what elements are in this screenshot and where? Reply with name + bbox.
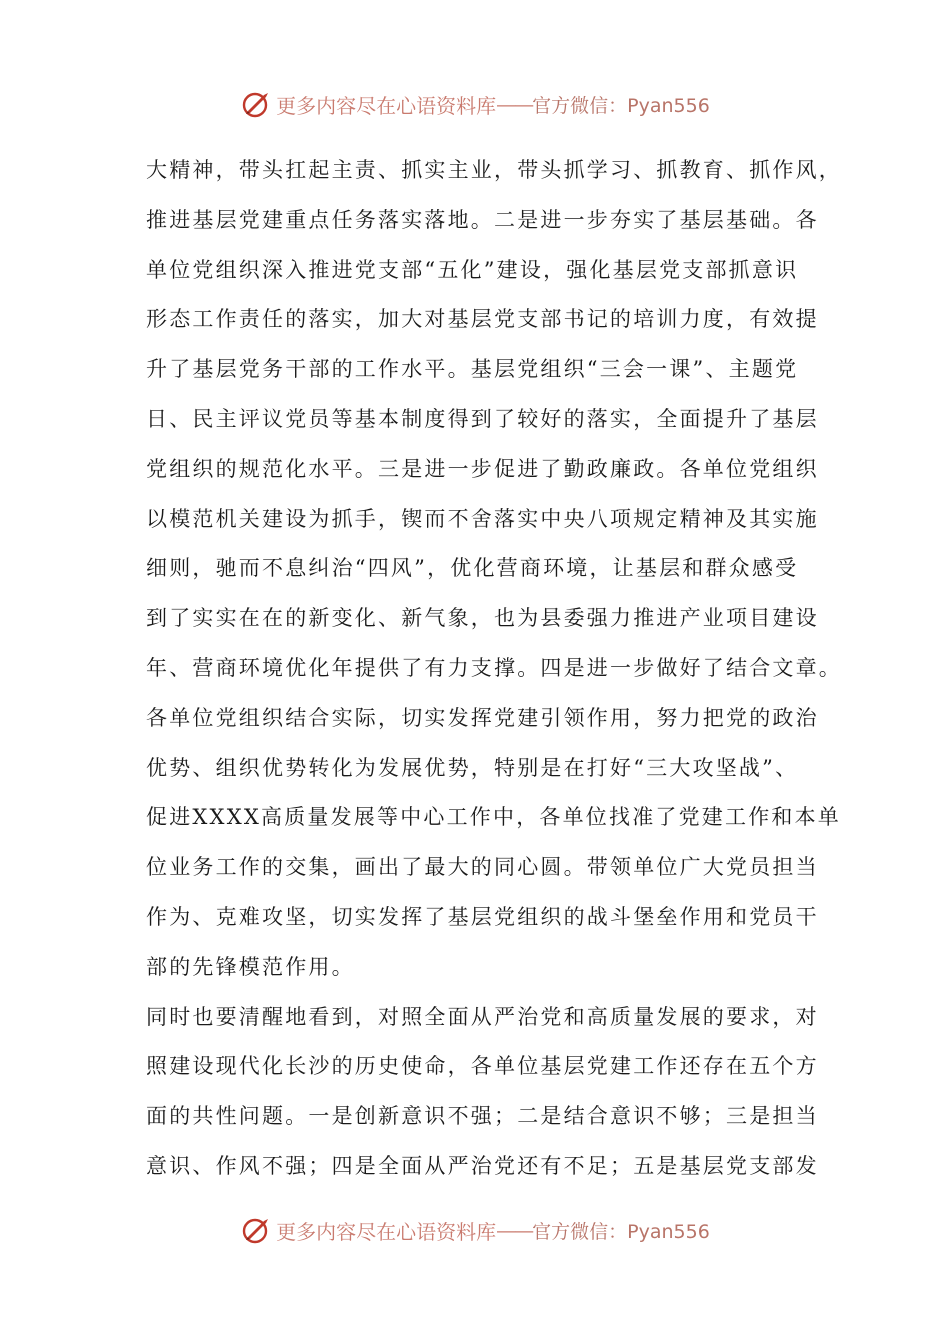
banner-dash: —— <box>496 1218 533 1242</box>
pen-nib-logo-icon <box>240 1213 274 1247</box>
body-line: 细则，驰而不息纠治“四风”，优化营商环境，让基层和群众感受 <box>146 556 799 581</box>
body-line: 推进基层党建重点任务落实落地。二是进一步夯实了基层基础。各 <box>146 207 819 232</box>
banner-wechat-text: 官方微信：Pyan556 <box>532 94 710 117</box>
banner-wechat-text: 官方微信：Pyan556 <box>532 1220 710 1243</box>
body-line: 到了实实在在的新变化、新气象，也为县委强力推进产业项目建设 <box>146 606 819 631</box>
body-line: 日、民主评议党员等基本制度得到了较好的落实，全面提升了基层 <box>146 406 819 431</box>
banner-site-text: 更多内容尽在心语资料库 <box>276 1219 497 1244</box>
body-line: 党组织的规范化水平。三是进一步促进了勤政廉政。各单位党组织 <box>146 456 819 481</box>
body-line: 单位党组织深入推进党支部“五化”建设，强化基层党支部抓意识 <box>146 257 799 282</box>
document-body <box>146 146 842 1192</box>
body-line: 以模范机关建设为抓手，锲而不舍落实中央八项规定精神及其实施 <box>146 506 819 531</box>
footer-banner <box>0 1210 950 1250</box>
body-line: 作为、克难攻坚，切实发挥了基层党组织的战斗堡垒作用和党员干 <box>146 904 819 929</box>
body-line: 各单位党组织结合实际，切实发挥党建引领作用，努力把党的政治 <box>146 705 819 730</box>
body-line: 照建设现代化长沙的历史使命，各单位基层党建工作还存在五个方 <box>146 1054 819 1079</box>
body-line: 位业务工作的交集，画出了最大的同心圆。带领单位广大党员担当 <box>146 855 819 880</box>
body-line: 面的共性问题。一是创新意识不强；二是结合意识不够；三是担当 <box>146 1104 819 1129</box>
header-banner <box>0 84 950 124</box>
body-line: 部的先锋模范作用。 <box>146 954 355 979</box>
body-line: 同时也要清醒地看到，对照全面从严治党和高质量发展的要求，对 <box>146 1004 819 1029</box>
body-line: 大精神，带头扛起主责、抓实主业，带头抓学习、抓教育、抓作风， <box>146 158 842 182</box>
body-line: 形态工作责任的落实，加大对基层党支部书记的培训力度，有效提 <box>146 307 819 332</box>
banner-dash: —— <box>496 92 533 116</box>
body-line: 升了基层党务干部的工作水平。基层党组织“三会一课”、主题党 <box>146 357 799 382</box>
body-line: 促进XXXX高质量发展等中心工作中，各单位找准了党建工作和本单 <box>146 805 841 830</box>
body-line: 意识、作风不强；四是全面从严治党还有不足；五是基层党支部发 <box>146 1153 819 1178</box>
body-line: 优势、组织优势转化为发展优势，特别是在打好“三大攻坚战”、 <box>146 755 799 780</box>
body-line: 年、营商环境优化年提供了有力支撑。四是进一步做好了结合文章。 <box>146 655 842 680</box>
pen-nib-logo-icon <box>240 87 274 121</box>
banner-site-text: 更多内容尽在心语资料库 <box>276 93 497 118</box>
